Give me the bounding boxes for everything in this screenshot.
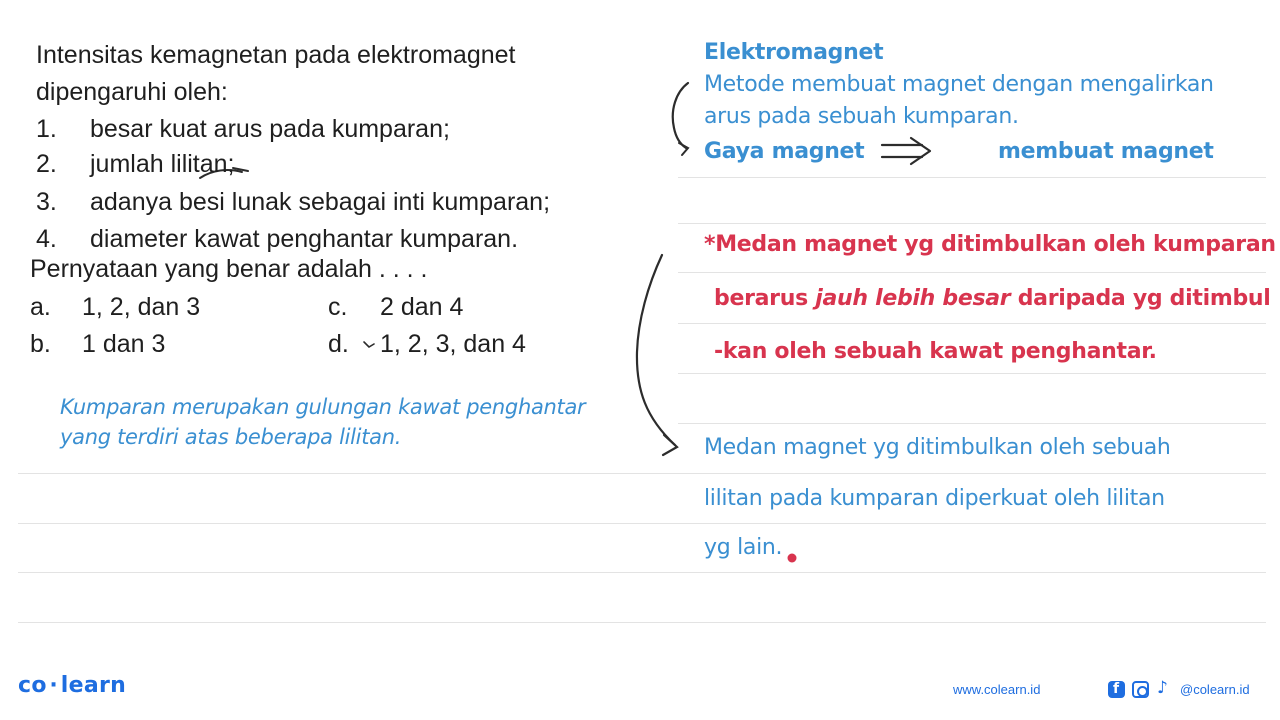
question-intro-line1: Intensitas kemagnetan pada elektromagnet: [36, 41, 516, 69]
option-a: a. 1, 2, dan 3: [30, 293, 201, 321]
lilitan-note-line1: Medan magnet yg ditimbulkan oleh sebuah: [704, 435, 1171, 460]
elektromagnet-title: Elektromagnet: [704, 40, 884, 65]
implies-arrow-head: [911, 138, 930, 164]
tiktok-icon[interactable]: ♪: [1157, 678, 1168, 698]
medan-note-line2: berarus jauh lebih besar daripada yg ditimbul: [714, 286, 1271, 311]
option-c: c. 2 dan 4: [328, 293, 464, 321]
medan-note-line3: -kan oleh sebuah kawat penghantar.: [714, 339, 1157, 364]
kumparan-note-line1: Kumparan merupakan gulungan kawat penghantar: [60, 395, 586, 419]
facebook-icon[interactable]: f: [1108, 681, 1125, 698]
question-item-2: 2. jumlah lilitan;: [36, 150, 235, 178]
gaya-magnet-label: Gaya magnet: [704, 139, 865, 164]
definition-line2: arus pada sebuah kumparan.: [704, 104, 1019, 129]
medan-note-line1: *Medan magnet yg ditimbulkan oleh kumparan: [704, 232, 1276, 257]
instagram-icon[interactable]: [1132, 681, 1149, 698]
question-item-4: 4. diameter kawat penghantar kumparan.: [36, 225, 519, 253]
option-d: d. 1, 2, 3, dan 4: [328, 330, 526, 358]
small-arrow-head: [679, 143, 688, 155]
question-item-1: 1. besar kuat arus pada kumparan;: [36, 115, 450, 143]
kumparan-note-line2: yang terdiri atas beberapa lilitan.: [60, 425, 402, 449]
small-bracket-stroke: [673, 83, 688, 148]
large-bracket-stroke: [637, 255, 675, 445]
option-b: b. 1 dan 3: [30, 330, 166, 358]
large-arrow-head: [663, 435, 677, 455]
question-item-3: 3. adanya besi lunak sebagai inti kumparan;: [36, 188, 551, 216]
red-dot: [788, 554, 797, 563]
question-intro-line2: dipengaruhi oleh:: [36, 78, 228, 106]
website-link[interactable]: www.colearn.id: [953, 682, 1041, 697]
question-prompt: Pernyataan yang benar adalah . . . .: [30, 255, 428, 283]
colearn-logo: co · learn: [18, 673, 127, 698]
implies-arrow-shaft: [882, 145, 922, 157]
definition-line1: Metode membuat magnet dengan mengalirkan: [704, 72, 1214, 97]
lilitan-note-line3: yg lain.: [704, 535, 783, 560]
membuat-magnet-label: membuat magnet: [998, 139, 1214, 164]
social-handle[interactable]: @colearn.id: [1180, 682, 1250, 697]
lilitan-note-line2: lilitan pada kumparan diperkuat oleh lilitan: [704, 486, 1165, 511]
